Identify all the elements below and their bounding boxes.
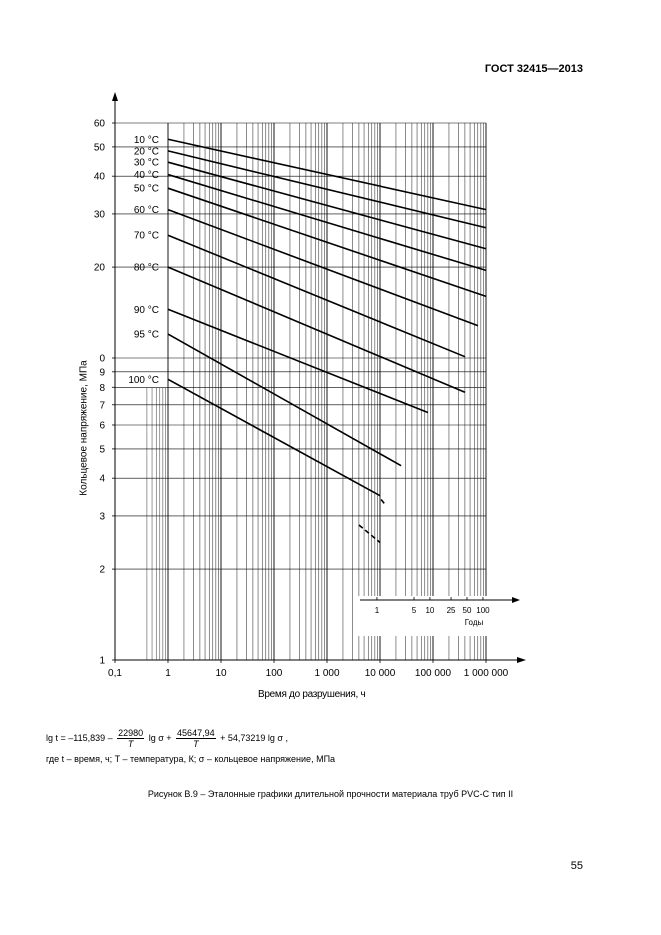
years-tick-label: 1 [374, 606, 380, 615]
series-label: 30 °C [133, 157, 159, 169]
y-tick-label: 6 [99, 420, 105, 432]
x-tick-label: 1 [165, 668, 171, 679]
series-label: 10 °C [133, 134, 159, 146]
formula-mid: lg σ + [148, 732, 172, 743]
years-axis-title: Годы [464, 618, 484, 627]
y-tick-label: 60 [93, 118, 105, 130]
y-axis-arrow [112, 92, 118, 101]
series-label: 80 °C [133, 262, 159, 274]
y-axis-title: Кольцевое напряжение, МПа [78, 360, 90, 496]
years-tick-label: 5 [411, 606, 417, 615]
series-line-dashed [359, 525, 380, 543]
years-axis [356, 596, 520, 636]
y-tick-label: 40 [93, 171, 105, 183]
y-tick-label: 0 [99, 353, 105, 365]
series-line [168, 235, 465, 356]
x-tick-label: 10 [215, 668, 227, 679]
y-tick-label: 8 [99, 382, 105, 394]
series-line [168, 210, 478, 326]
y-tick-label: 30 [93, 209, 105, 221]
formula-fraction-1: $\frac{22980}{T}$ [118, 728, 144, 749]
years-axis-background [356, 596, 516, 636]
x-tick-label: 100 000 [414, 668, 452, 679]
series-label: 50 °C [133, 183, 159, 195]
chart-series [128, 135, 486, 543]
series-line-dashed [381, 499, 384, 503]
x-axis-title: Время до разрушения, ч [258, 689, 366, 700]
standard-header: ГОСТ 32415—2013 [484, 63, 583, 75]
series-line [168, 334, 401, 466]
x-tick-label: 10 000 [364, 668, 396, 679]
x-tick-label: 0,1 [108, 668, 122, 679]
y-tick-label: 20 [93, 262, 105, 274]
series-label: 100 °C [128, 374, 159, 386]
series-label: 70 °C [133, 230, 159, 242]
formula-legend: где t – время, ч; T – температура, К; σ – кольцевое напряжение, МПа [46, 754, 336, 764]
y-tick-label: 7 [99, 400, 105, 412]
series-label: 95 °C [133, 329, 159, 341]
years-tick-label: 100 [476, 606, 490, 615]
y-tick-label: 3 [99, 511, 105, 523]
figure-caption: Рисунок В.9 – Эталонные графики длительной прочности материала труб PVC-С тип II [147, 789, 514, 799]
years-tick-label: 50 [462, 606, 472, 615]
series-label: 40 °C [133, 170, 159, 182]
formula [46, 728, 288, 749]
series-label: 90 °C [133, 304, 159, 316]
series-line [168, 267, 465, 392]
years-tick-label: 25 [446, 606, 456, 615]
chart-grid [115, 123, 486, 660]
y-tick-label: 50 [93, 142, 105, 154]
y-tick-label: 2 [99, 564, 105, 576]
y-tick-label: 9 [99, 367, 105, 379]
x-axis-arrow [517, 657, 526, 663]
x-tick-label: 1 000 000 [463, 668, 509, 679]
y-tick-label: 4 [99, 473, 105, 485]
page-number: 55 [570, 860, 583, 872]
formula-lead: lg t = –115,839 – [46, 732, 113, 743]
series-label: 60 °C [133, 205, 159, 217]
y-tick-label: 5 [99, 444, 105, 456]
series-label: 20 °C [133, 146, 159, 158]
formula-fraction-2: $\frac{45647,94}{T}$ [177, 728, 215, 749]
y-tick-label: 1 [99, 655, 105, 667]
x-tick-label: 1 000 [314, 668, 340, 679]
formula-tail: + 54,73219 lg σ , [220, 732, 288, 743]
years-tick-label: 10 [425, 606, 435, 615]
x-tick-label: 100 [265, 668, 283, 679]
